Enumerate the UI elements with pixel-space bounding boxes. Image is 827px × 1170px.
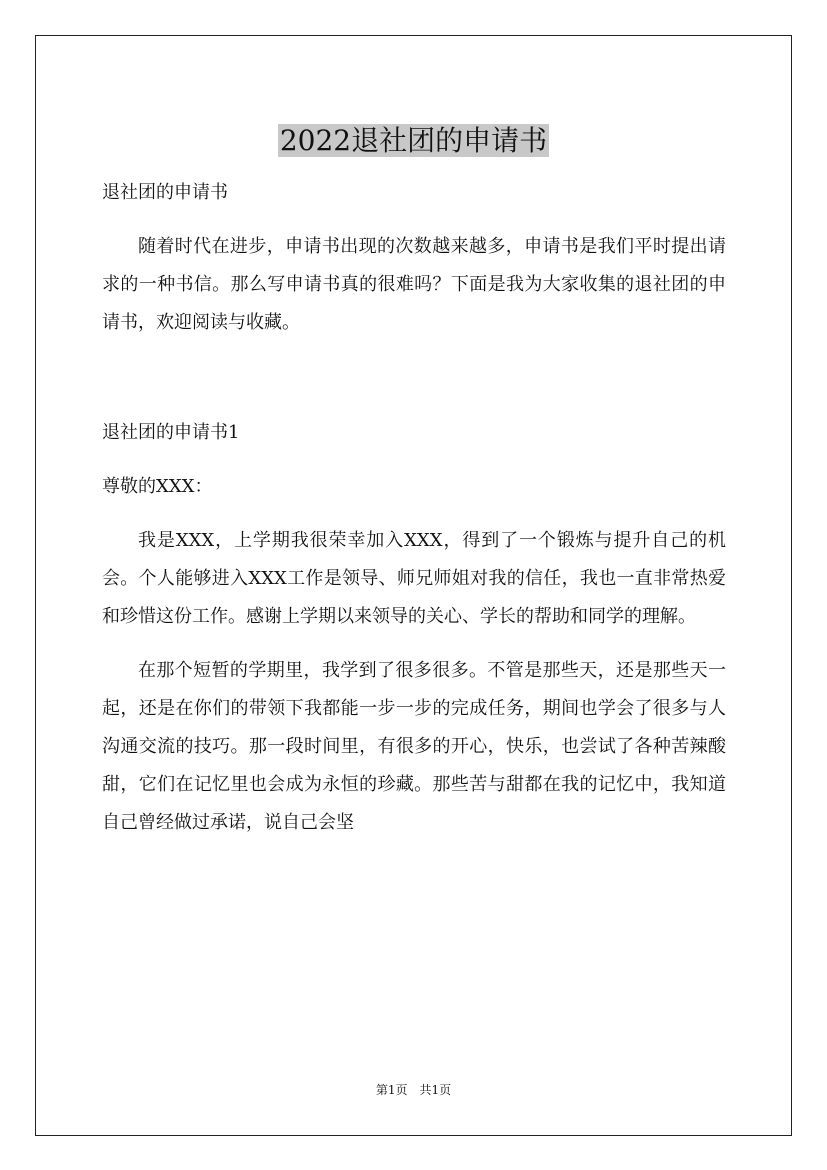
salutation: 尊敬的XXX：	[102, 476, 213, 497]
page-footer	[0, 1082, 827, 1098]
intro-paragraph: 随着时代在进步，申请书出现的次数越来越多，申请书是我们平时提出请求的一种书信。那么写申请书真的很难吗？下面是我为大家收集的退社团的申请书，欢迎阅读与收藏。	[102, 236, 726, 333]
section-heading: 退社团的申请书1	[102, 422, 240, 443]
section-gap	[102, 358, 726, 414]
page-number: 第1页	[375, 1083, 408, 1097]
body-paragraph-1: 我是XXX，上学期我很荣幸加入XXX，得到了一个锻炼与提升自己的机会。个人能够进入XXX工作是领导、师兄师姐对我的信任，我也一直非常热爱和珍惜这份工作。感谢上学期以来领导的关心、学长的帮助和同学的理解。	[102, 530, 726, 627]
document-subtitle: 退社团的申请书	[102, 182, 228, 203]
page-total: 共1页	[419, 1083, 452, 1097]
body-paragraph-2: 在那个短暂的学期里，我学到了很多很多。不管是那些天，还是那些天一起，还是在你们的带领下我都能一步一步的完成任务，期间也学会了很多与人沟通交流的技巧。那一段时间里，有很多的开心，快乐，也尝试了各种苦辣酸甜，它们在记忆里也会成为永恒的珍藏。那些苦与甜都在我的记忆中，我知道自己曾经做过承诺，说自己会坚	[102, 660, 726, 833]
document-body	[102, 174, 726, 858]
document-title-text: 2022退社团的申请书	[279, 123, 548, 157]
document-title	[0, 119, 827, 163]
